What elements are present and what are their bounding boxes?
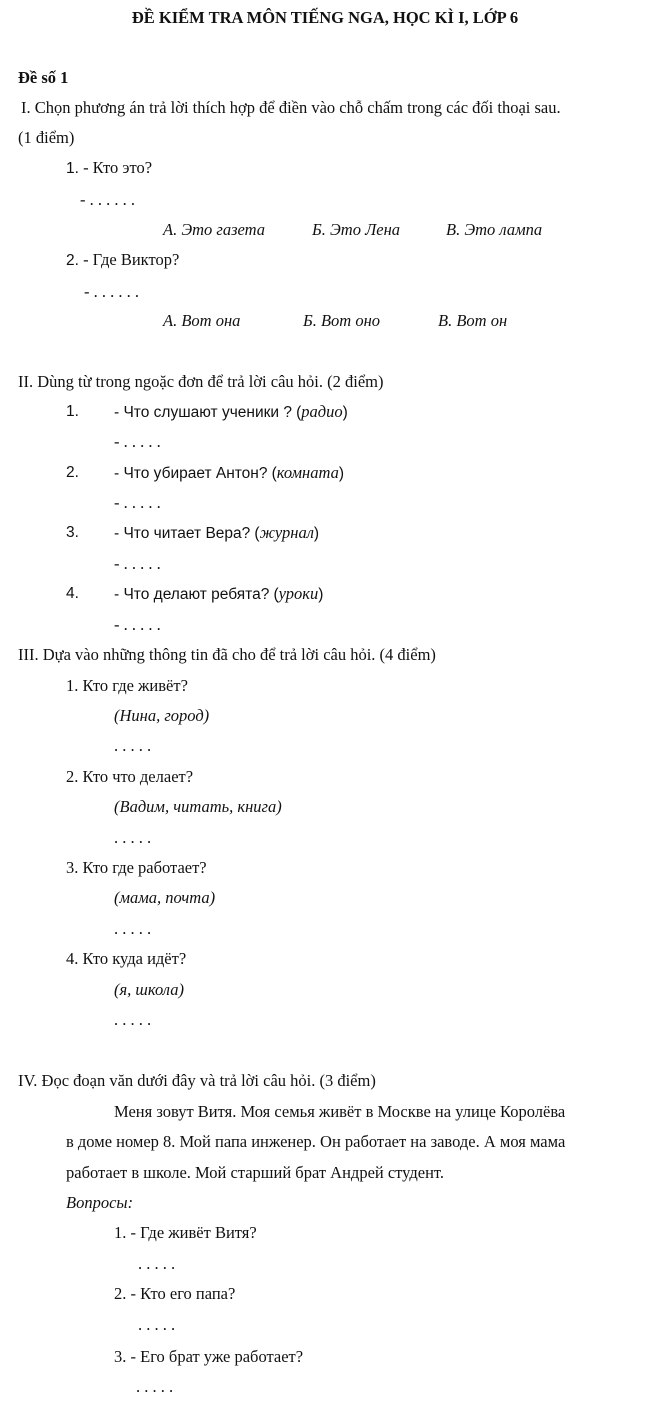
s1-q1-text: - Кто это? [83, 158, 153, 177]
s4-item-2-question: 2. - Кто его папа? [114, 1284, 236, 1303]
s4-questions-label: Вопросы: [66, 1193, 134, 1212]
s4-item-3-blank: . . . . . [136, 1377, 174, 1396]
section2-heading: II. Dùng từ trong ngoặc đơn để trả lời câu hỏi. (2 điểm) [18, 372, 384, 391]
s2-item-2-blank: - . . . . . [114, 493, 161, 512]
exam-label: Đề số 1 [18, 68, 69, 87]
section4-heading: IV. Đọc đoạn văn dưới đây và trả lời câu hỏi. (3 điểm) [18, 1071, 376, 1090]
s4-item-1-question: 1. - Где живёт Витя? [114, 1223, 257, 1242]
s2-item-2-text: - Что убирает Антон? [114, 465, 268, 482]
s2-item-2-num: 2. [66, 464, 79, 481]
s1-q1-option-b: Б. Это Лена [312, 220, 401, 239]
s1-q1-option-c: В. Это лампа [446, 220, 543, 239]
s2-item-1-hint: радио [301, 402, 343, 421]
s3-item-1-hint: (Нина, город) [114, 706, 210, 725]
s3-item-4-hint: (я, школа) [114, 980, 184, 999]
s3-item-1-question: 1. Кто где живёт? [66, 676, 188, 695]
s3-item-2-hint: (Вадим, читать, книга) [114, 797, 282, 816]
s4-item-2-blank: . . . . . [138, 1315, 176, 1334]
section1-heading: I. Chọn phương án trả lời thích hợp để điền vào chỗ chấm trong các đối thoại sau. [21, 98, 561, 117]
s2-item-4-hint: уроки [278, 584, 319, 603]
section1-points: (1 điểm) [18, 128, 75, 147]
s2-item-3-hint: журнал [259, 523, 314, 542]
s2-item-3-blank: - . . . . . [114, 554, 161, 573]
s3-item-3-blank: . . . . . [114, 919, 152, 938]
s1-q2-option-c: В. Вот он [438, 311, 508, 330]
s4-passage-line-1: Меня зовут Витя. Моя семья живёт в Москве на улице Королёва [114, 1102, 566, 1121]
s1-q2-option-b: Б. Вот оно [303, 311, 381, 330]
s4-passage-line-3: работает в школе. Мой старший брат Андрей студент. [66, 1163, 445, 1182]
s2-item-3-num: 3. [66, 524, 79, 541]
page-title: ĐỀ KIỂM TRA MÔN TIẾNG NGA, HỌC KÌ I, LỚP 6 [131, 8, 519, 27]
s2-item-1-question: - Что слушают ученики ? (радио) [114, 402, 348, 421]
s2-item-4-blank: - . . . . . [114, 615, 161, 634]
s1-q2-blank: - . . . . . . [84, 282, 139, 301]
s3-item-2-blank: . . . . . [114, 828, 152, 847]
s4-passage-line-2: в доме номер 8. Мой папа инженер. Он работает на заводе. А моя мама [66, 1132, 566, 1151]
s2-item-4-num: 4. [66, 585, 79, 602]
s1-q1-num: 1. [66, 160, 79, 177]
s1-q2-text: - Где Виктор? [83, 250, 180, 269]
s1-q2 [66, 250, 179, 271]
s2-item-1-text: - Что слушают ученики ? [114, 404, 292, 421]
s3-item-4-blank: . . . . . [114, 1010, 152, 1029]
s1-q1 [66, 158, 152, 179]
s1-q1-blank: - . . . . . . [80, 190, 135, 209]
s4-item-3-question: 3. - Его брат уже работает? [114, 1347, 304, 1366]
s3-item-1-blank: . . . . . [114, 736, 152, 755]
s3-item-3-question: 3. Кто где работает? [66, 858, 207, 877]
s2-item-1-num: 1. [66, 403, 79, 420]
s2-item-1-blank: - . . . . . [114, 432, 161, 451]
s1-q2-option-a: А. Вот она [163, 311, 241, 330]
s2-item-3-text: - Что читает Вера? [114, 525, 251, 542]
s4-item-1-blank: . . . . . [138, 1254, 176, 1273]
s3-item-4-question: 4. Кто куда идёт? [66, 949, 187, 968]
s2-item-2-hint: комната [276, 463, 339, 482]
s3-item-3-hint: (мама, почта) [114, 888, 216, 907]
s2-item-4-question: - Что делают ребята? (уроки) [114, 584, 324, 603]
s1-q1-option-a: А. Это газета [163, 220, 266, 239]
section3-heading: III. Dựa vào những thông tin đã cho để trả lời câu hỏi. (4 điểm) [18, 645, 436, 664]
s1-q2-num: 2. [66, 252, 79, 269]
s2-item-4-text: - Что делают ребята? [114, 586, 270, 603]
s2-item-3-question: - Что читает Вера? (журнал) [114, 523, 320, 542]
s2-item-2-question: - Что убирает Антон? (комната) [114, 463, 345, 482]
s3-item-2-question: 2. Кто что делает? [66, 767, 194, 786]
